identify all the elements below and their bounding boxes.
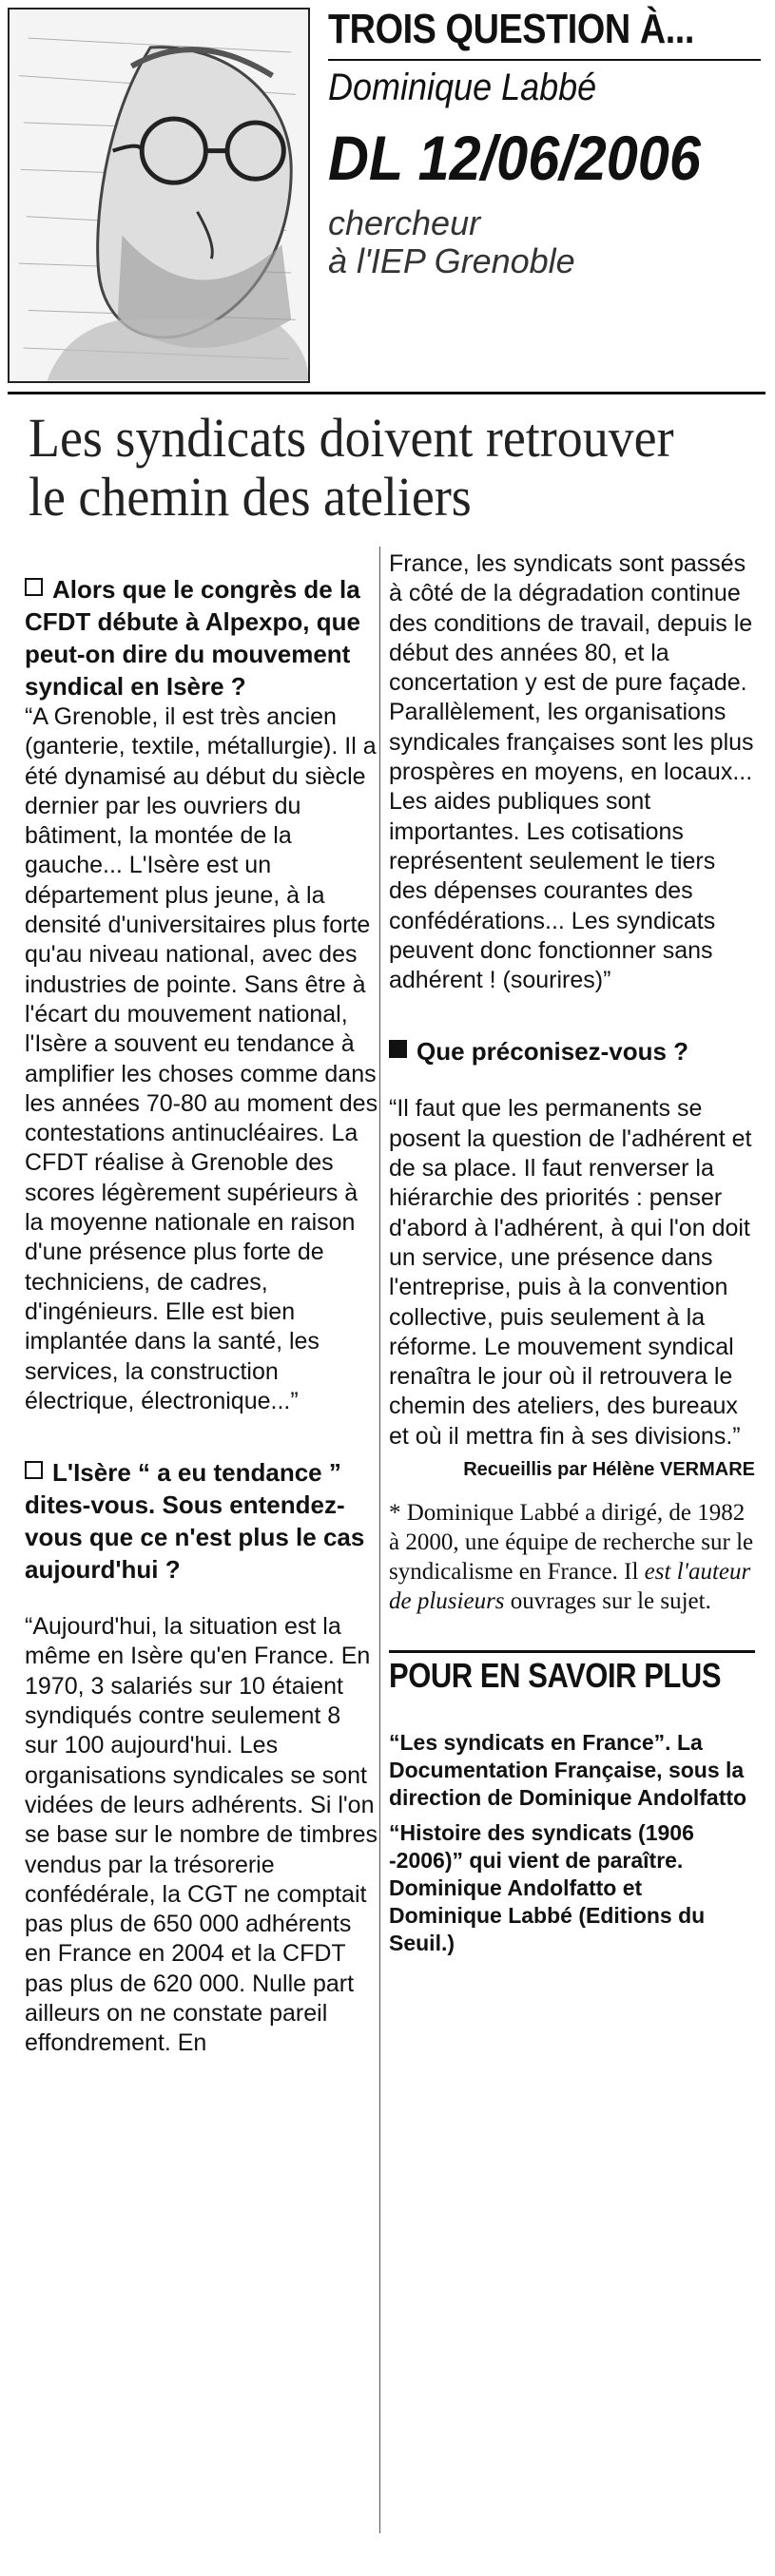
author-note [389, 1498, 755, 1616]
question-2 [25, 1456, 378, 1586]
role-line-2: à l'IEP Grenoble [328, 241, 575, 280]
answer-1: “A Grenoble, il est très ancien (ganterie, textile, métallurgie). Il a été dynamisé au début du siècle dernier par les ouvriers du bâtiment, la montée de la gauche... L'Isère est un département plus jeune, à la densité d'universitaires plus forte qu'au niveau national, avec des industries de pointe. Sans être à l'écart du mouvement national, l'Isère a souvent eu tendance à amplifier les choses comme dans les années 70-80 au moment des contestations antinucléaires. La CFDT réalise à Grenoble des scores légèrement supérieurs à la moyenne nationale en raison d'une présence plus forte de techniciens, de cadres, d'ingénieurs. Elle est bien implantée dans la santé, les services, la construction électrique, électronique...” [25, 703, 378, 1414]
further-reading-item: “Les syndicats en France”. La Documentation Française, sous la direction de Dominique Andolfatto [389, 1729, 747, 1810]
dateline: DL 12/06/2006 [328, 123, 701, 193]
question-1-text: Alors que le congrès de la CFDT débute à Alpexpo, que peut-on dire du mouvement syndical en Isère ? [25, 575, 360, 701]
answer-3: “Il faut que les permanents se posent la question de l'adhérent et de sa place. Il faut renverser la hiérarchie des priorités : penser d'abord à l'adhérent, à qui l'on doit un service, une présence dans l'entreprise, puis à la convention collective, puis seulement à la réforme. Le mouvement syndical renaîtra le jour où il retrouvera le chemin des ateliers, des bureaux et où il mettra fin à ses divisions.” [389, 1095, 752, 1450]
article-headline: Les syndicats doivent retrouver le chemin des ateliers [29, 407, 674, 528]
author-note-italic: est l'auteur de plusieurs [389, 1559, 751, 1615]
question-2-text: L'Isère “ a eu tendance ” dites-vous. Sous entendez-vous que ce n'est plus le cas aujourd'hui ? [25, 1458, 365, 1585]
left-column [25, 573, 378, 2059]
author-portrait [8, 8, 310, 383]
square-bullet-icon [25, 578, 43, 596]
filled-square-bullet-icon [389, 1040, 407, 1058]
author-name: Dominique Labbé [328, 67, 597, 108]
author-note-end: ouvrages sur le sujet. [510, 1588, 711, 1615]
author-role [328, 204, 575, 280]
square-bullet-icon [25, 1461, 43, 1479]
interview-credit: Recueillis par Hélène VERMARE [463, 1459, 755, 1481]
column-divider [379, 547, 380, 2533]
column-kicker: TROIS QUESTION À... [328, 6, 694, 52]
further-reading-item: “Histoire des syndicats (1906 -2006)” qui vient de paraître. Dominique Andolfatto et Dominique Labbé (Editions du Seuil.) [389, 1819, 706, 1955]
question-1 [25, 573, 378, 702]
question-3 [389, 1035, 755, 1067]
kicker-rule [328, 59, 761, 61]
portrait-sketch-icon [10, 10, 308, 381]
author-note-main: * Dominique Labbé a dirigé, de 1982 à 2000, une équipe de recherche sur le syndicalisme en France. Il [389, 1500, 754, 1586]
role-line-1: chercheur [328, 203, 481, 242]
savoir-rule [389, 1650, 755, 1653]
right-column [389, 549, 755, 1965]
further-reading-title: POUR EN SAVOIR PLUS [389, 1656, 722, 1696]
answer-2-continued: France, les syndicats sont passés à côté de la dégradation continue des conditions de travail, depuis le début des années 80, et la concertation y est de pure façade. Parallèlement, les organisations syndicales françaises sont les plus prospères en moyens, en locaux... Les aides publiques sont importantes. Les cotisations représentent seulement le tiers des dépenses courantes des confédérations... Les syndicats peuvent donc fonctionner sans adhérent ! (sourires)” [389, 550, 754, 994]
question-3-text: Que préconisez-vous ? [417, 1037, 689, 1067]
answer-2: “Aujourd'hui, la situation est la même en Isère qu'en France. En 1970, 3 salariés sur 10 étaient syndiqués contre seulement 8 sur 100 aujourd'hui. Les organisations syndicales se sont vidées de leurs adhérents. Si l'on se base sur le nombre de timbres vendus par la trésorerie confédérale, la CGT ne comptait pas plus de 650 000 adhérents en France en 2004 et la CFDT pas plus de 620 000. Nulle part ailleurs on ne constate pareil effondrement. En [25, 1613, 378, 2057]
header-rule [8, 392, 765, 394]
